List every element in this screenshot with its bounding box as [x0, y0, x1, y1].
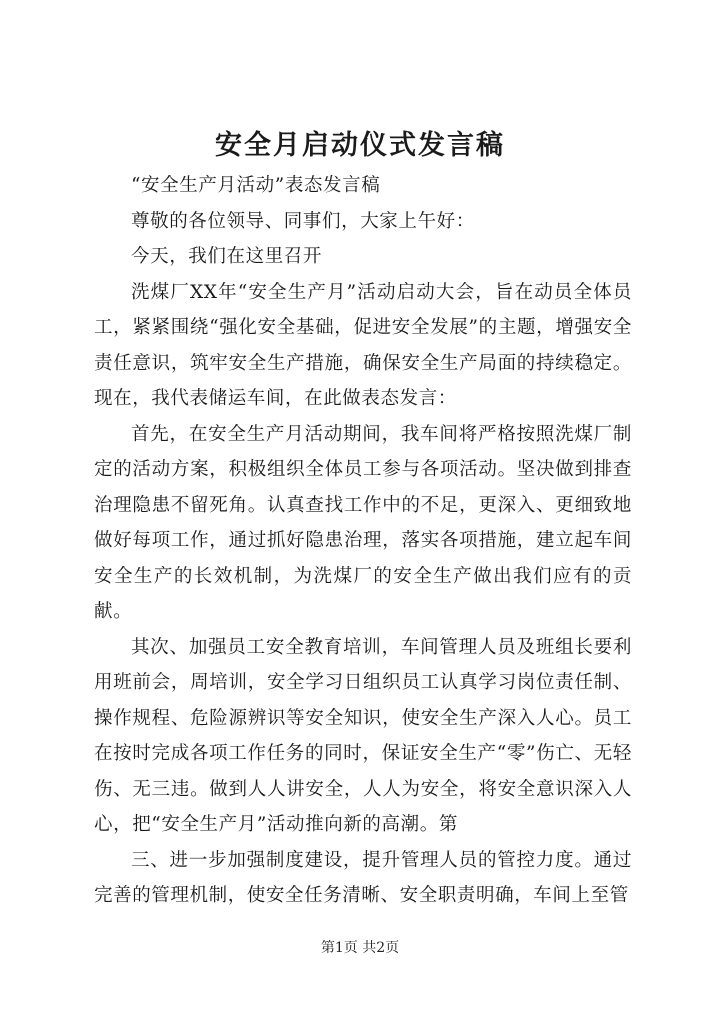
- paragraph-opening: 今天，我们在这里召开: [131, 246, 323, 267]
- paragraph-intro: 洗煤厂XX年“安全生产月”活动启动大会，旨在动员全体员工，紧紧围绕“强化安全基础，促进安全发展”的主题，增强安全责任意识，筑牢安全生产措施，确保安全生产局面的持续稳定。现在，我代表储运车间，在此做表态发言：: [94, 281, 632, 409]
- paragraph-second: 其次、加强员工安全教育培训，车间管理人员及班组长要利用班前会，周培训，安全学习日组织员工认真学习岗位责任制、操作规程、危险源辨识等安全知识，使安全生产深入人心。员工在按时完成各项工作任务的同时，保证安全生产“零”伤亡、无轻伤、无三违。做到人人讲安全，人人为安全，将安全意识深入人心，把“安全生产月”活动推向新的高潮。第: [94, 636, 632, 835]
- page-number-footer: 第1页 共2页: [320, 940, 400, 956]
- document-body: [94, 168, 632, 914]
- paragraph-third: 三、进一步加强制度建设，提升管理人员的管控力度。通过完善的管理机制，使安全任务清晰、安全职责明确，车间上至管: [94, 849, 632, 906]
- document-title: 安全月启动仪式发言稿: [215, 130, 505, 161]
- paragraph-subtitle: “安全生产月活动”表态发言稿: [131, 175, 381, 196]
- paragraph-first: 首先，在安全生产月活动期间，我车间将严格按照洗煤厂制定的活动方案，积极组织全体员工参与各项活动。坚决做到排查治理隐患不留死角。认真查找工作中的不足，更深入、更细致地做好每项工作，通过抓好隐患治理，落实各项措施，建立起车间安全生产的长效机制，为洗煤厂的安全生产做出我们应有的贡献。: [94, 423, 632, 622]
- paragraph-greeting: 尊敬的各位领导、同事们，大家上午好：: [131, 210, 475, 232]
